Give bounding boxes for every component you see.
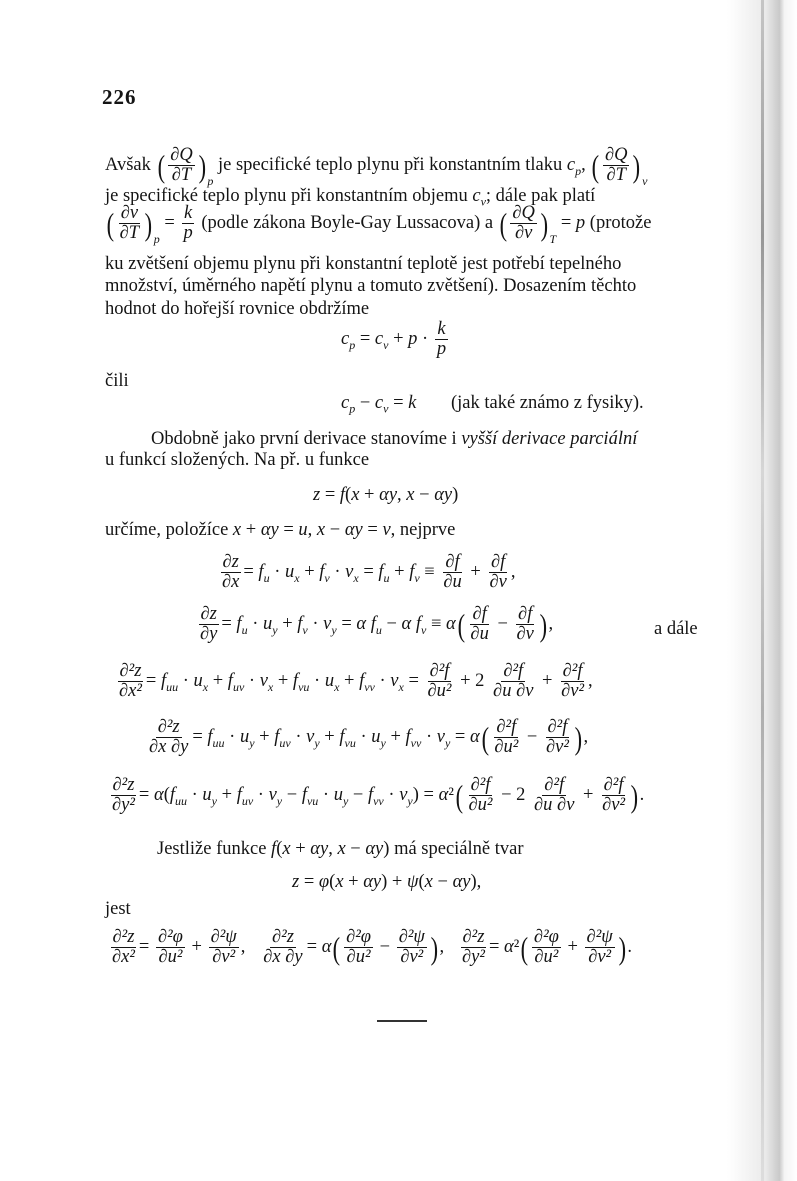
equation-cp: $c_p = c_v + p$ · $\frac{k}{p}$ bbox=[341, 319, 447, 360]
page-number: 226 bbox=[102, 85, 137, 109]
equation-d2z-dy2: $\frac{\text{∂²z}}{\text{∂y²}}$ = $\alpha(f_{uu} \cdot u_y + f_{uv} \cdot v_y - f_{vu} \cdot u_y - f_{vv} \cdot v_y) = \alpha^2$( $\frac{\text{∂²f}}{\text{∂u²}}$ − 2 $\frac{\text{∂²f}}{\partial u \partial v}$ + $\frac{\text{∂²f}}{\text{∂v²}}$ ). bbox=[112, 775, 645, 816]
page-binding-edge bbox=[761, 0, 764, 1181]
text-line-4: ku zvětšení objemu plynu při konstantní teplotě jest potřebí tepelného bbox=[105, 254, 622, 274]
equation-d2z-dx2: $\frac{\text{∂²z}}{\text{∂x²}}$ = $f_{uu} \cdot u_x + f_{uv} \cdot v_x + f_{vu} \cdot u_x + f_{vv} \cdot v_x$ = $\frac{\text{∂²f}}{\text{∂u²}}$ + 2 $\frac{\text{∂²f}}{\partial u \partial v}$ + $\frac{\text{∂²f}}{\text{∂v²}}$ , bbox=[119, 661, 593, 702]
text-paragraph-2-line-1: Obdobně jako první derivace stanovíme i vyšší derivace parciální bbox=[151, 429, 638, 449]
fraction-dQ-dT-v: $\frac{\partial Q}{\partial T}$ bbox=[604, 145, 628, 186]
text-line-2: je specifické teplo plynu při konstantním objemu $c_v$; dále pak platí bbox=[105, 186, 596, 209]
equation-special-form: z = φ(x + αy) + ψ(x − αy), bbox=[292, 872, 482, 892]
text-line-3: ( $\frac{\partial v}{\partial T}$ ) $_p$ = $\frac{k}{p}$ (podle zákona Boyle-Gay Lussacova) a ( $\frac{\partial Q}{\partial v}$ ) $_T$ = p (protože bbox=[106, 203, 652, 246]
emphasis-text: vyšší derivace parciální bbox=[461, 429, 638, 449]
text-urcime: určíme, položíce x + αy = u, x − αy = v, nejprve bbox=[105, 520, 456, 540]
equation-final-results: $\frac{\text{∂²z}}{\text{∂x²}}$ = $\frac{\text{∂²φ}}{\text{∂u²}}$ + $\frac{\text{∂²ψ}}{\text{∂v²}}$ , $\frac{\text{∂²z}}{\partial x \partial y}$ = α( $\frac{\text{∂²φ}}{\text{∂u²}}$ − $\frac{\text{∂²ψ}}{\text{∂v²}}$ ), $\frac{\text{∂²z}}{\text{∂y²}}$ = α²( $\frac{\text{∂²φ}}{\text{∂u²}}$ + $\frac{\text{∂²ψ}}{\text{∂v²}}$ ). bbox=[112, 927, 633, 968]
text-line-1-mid: je specifické teplo plynu při konstantním tlaku bbox=[217, 155, 563, 176]
equation-d2z-dxdy: $\frac{\text{∂²z}}{\partial x \partial y}$ = $f_{uu} \cdot u_y + f_{uv} \cdot v_y + f_{vu} \cdot u_y + f_{vv} \cdot v_y = \alpha$( $\frac{\text{∂²f}}{\text{∂u²}}$ − $\frac{\text{∂²f}}{\text{∂v²}}$ ), bbox=[149, 717, 589, 758]
equation-dz-dy: $\frac{\partial z}{\partial y}$ = $f_u \cdot u_y + f_v \cdot v_y = \alpha$ $f_u - \alpha$ $f_v \equiv \alpha$( $\frac{\partial f}{\partial u}$ − $\frac{\partial f}{\partial v}$ ), bbox=[200, 604, 554, 645]
text-cili: čili bbox=[105, 371, 129, 391]
text-avsak: Avšak bbox=[105, 155, 151, 176]
text-line-5: množství, úměrného napětí plynu a tomuto zvětšení). Dosazením těchto bbox=[105, 276, 637, 296]
fraction-dQ-dT: $\frac{\partial Q}{\partial T}$ bbox=[170, 145, 193, 186]
text-line-6: hodnot do hořejší rovnice obdržíme bbox=[105, 299, 370, 319]
text-paragraph-2-line-2: u funkcí složených. Na př. u funkce bbox=[105, 450, 370, 470]
text-a-dale: a dále bbox=[654, 619, 698, 639]
text-jestlize: Jestliže funkce f(x + αy, x − αy) má speciálně tvar bbox=[157, 839, 524, 859]
text-line-1: Avšak ( $\frac{\partial Q}{\partial T}$ ) $_p$ je specifické teplo plynu při konstantním tlaku $c_p$, ( $\frac{\partial Q}{\partial T}$ ) $_v$ bbox=[105, 145, 648, 188]
section-end-rule bbox=[377, 1020, 427, 1022]
equation-z-f: z = f(x + αy, x − αy) bbox=[313, 485, 459, 505]
equation-dz-dx: $\frac{\partial z}{\partial x}$ = $f_u \cdot u_x + f_v \cdot v_x = f_u + f_v$ ≡ $\frac{\partial f}{\partial u}$ + $\frac{\partial f}{\partial v}$ , bbox=[222, 552, 516, 593]
equation-cp-minus-cv: $c_p - c_v = k$ (jak také známo z fysiky). bbox=[341, 393, 644, 416]
text-jest: jest bbox=[105, 899, 131, 919]
